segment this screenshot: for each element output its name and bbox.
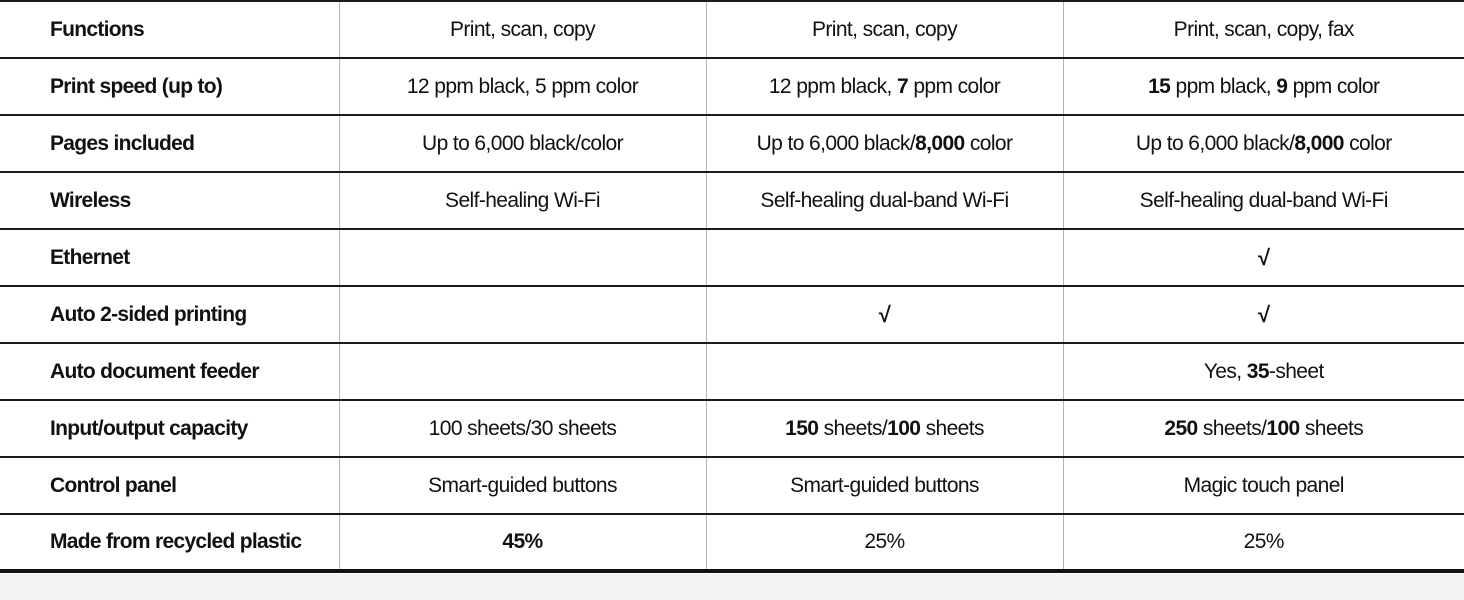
table-cell [1063, 115, 1464, 172]
table-row [0, 229, 1464, 286]
table-cell [706, 457, 1063, 514]
table-cell [706, 286, 1063, 343]
highlighted-value: 100 [1266, 416, 1300, 440]
feature-label: Functions [0, 1, 339, 58]
cell-text: Print, scan, copy [449, 17, 596, 41]
table-cell [706, 229, 1063, 286]
cell-text: Up to 6,000 black/ [1135, 131, 1295, 155]
cell-text: Print, scan, copy, fax [1173, 17, 1354, 41]
table-row [0, 343, 1464, 400]
table-cell [1063, 172, 1464, 229]
highlighted-value: 15 [1148, 74, 1171, 98]
cell-text: Up to 6,000 black/ [756, 131, 916, 155]
table-cell [339, 58, 706, 115]
spec-table-body [0, 1, 1464, 571]
table-cell [339, 229, 706, 286]
cell-text: Magic touch panel [1183, 473, 1344, 497]
feature-label: Auto document feeder [0, 343, 339, 400]
table-row [0, 115, 1464, 172]
cell-text: 12 ppm black, 5 ppm color [406, 74, 639, 98]
table-cell [339, 343, 706, 400]
table-cell [1063, 58, 1464, 115]
feature-label: Wireless [0, 172, 339, 229]
table-row [0, 400, 1464, 457]
table-cell [1063, 343, 1464, 400]
cell-text: Smart-guided buttons [428, 473, 617, 497]
cell-text: ppm color [1287, 74, 1380, 98]
table-cell [339, 400, 706, 457]
cell-text: ppm black, [1170, 74, 1277, 98]
feature-label: Pages included [0, 115, 339, 172]
cell-text: 100 sheets/30 sheets [428, 416, 617, 440]
cell-text: sheets [920, 416, 984, 440]
table-cell [339, 172, 706, 229]
table-cell [706, 400, 1063, 457]
cell-text: sheets [1299, 416, 1364, 440]
highlighted-value: 150 [785, 416, 819, 440]
highlighted-value: 8,000 [915, 131, 965, 155]
checkmark-icon: √ [878, 301, 891, 327]
cell-text: sheets/ [1197, 416, 1267, 440]
cell-text: Print, scan, copy [811, 17, 958, 41]
cell-text: Self-healing dual-band Wi-Fi [760, 188, 1009, 212]
feature-label: Ethernet [0, 229, 339, 286]
table-cell [339, 115, 706, 172]
table-cell [706, 1, 1063, 58]
cell-text: -sheet [1268, 359, 1324, 383]
feature-label: Auto 2-sided printing [0, 286, 339, 343]
cell-text: Self-healing Wi-Fi [445, 188, 600, 212]
highlighted-value: 100 [887, 416, 921, 440]
table-cell [339, 514, 706, 571]
table-row [0, 1, 1464, 58]
page-footer-strip [0, 574, 1464, 600]
feature-label: Control panel [0, 457, 339, 514]
cell-text: 25% [1243, 530, 1284, 553]
table-cell [1063, 514, 1464, 571]
table-cell [1063, 400, 1464, 457]
cell-text: Self-healing dual-band Wi-Fi [1139, 188, 1388, 212]
cell-text: 25% [864, 530, 905, 553]
feature-label: Print speed (up to) [0, 58, 339, 115]
cell-text: Yes, [1203, 359, 1247, 383]
feature-label: Input/output capacity [0, 400, 339, 457]
checkmark-icon: √ [1258, 301, 1270, 327]
table-cell [706, 115, 1063, 172]
cell-text: color [964, 131, 1013, 155]
highlighted-value: 35 [1246, 359, 1269, 383]
table-cell [706, 514, 1063, 571]
cell-text: Smart-guided buttons [790, 473, 979, 497]
table-cell [706, 343, 1063, 400]
table-row [0, 172, 1464, 229]
table-cell [339, 286, 706, 343]
table-cell [339, 457, 706, 514]
cell-text: Up to 6,000 black/color [422, 131, 623, 155]
cell-text: sheets/ [818, 416, 888, 440]
table-cell [1063, 457, 1464, 514]
highlighted-value: 45% [502, 530, 543, 553]
highlighted-value: 8,000 [1294, 131, 1344, 155]
checkmark-icon: √ [1258, 244, 1270, 270]
table-cell [1063, 229, 1464, 286]
highlighted-value: 7 [897, 74, 909, 98]
feature-label: Made from recycled plastic [0, 514, 339, 571]
cell-text: ppm color [908, 74, 1001, 98]
table-cell [339, 1, 706, 58]
table-cell [1063, 1, 1464, 58]
table-row [0, 514, 1464, 571]
cell-text: 12 ppm black, [768, 74, 898, 98]
highlighted-value: 9 [1276, 74, 1288, 98]
table-row [0, 58, 1464, 115]
table-row [0, 286, 1464, 343]
cell-text: color [1343, 131, 1392, 155]
table-cell [1063, 286, 1464, 343]
highlighted-value: 250 [1164, 416, 1198, 440]
table-row [0, 457, 1464, 514]
table-cell [706, 172, 1063, 229]
table-cell [706, 58, 1063, 115]
